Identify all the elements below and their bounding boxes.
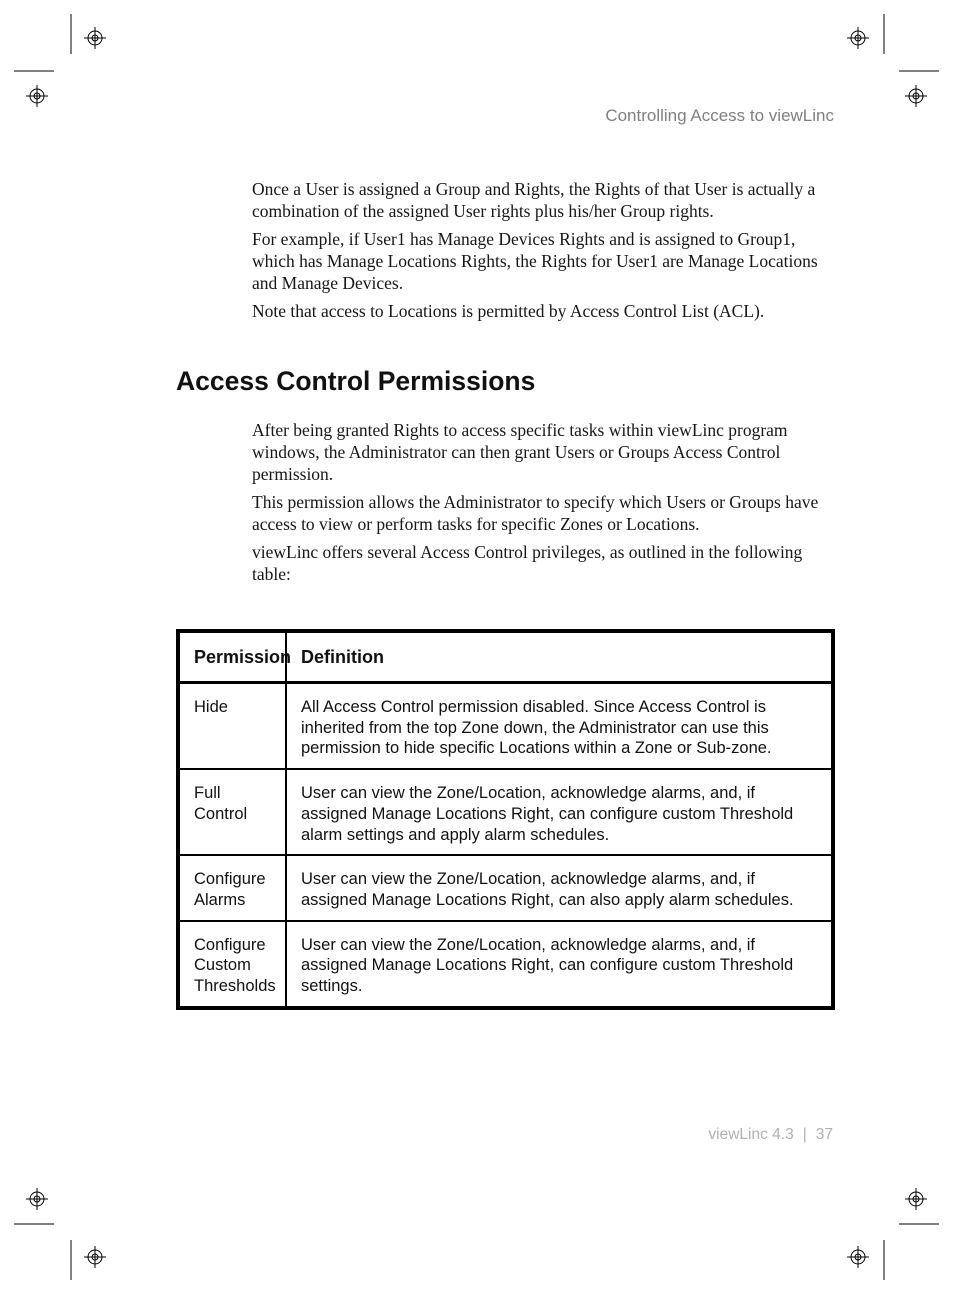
table-row	[178, 683, 833, 770]
column-header-permission: Permission	[178, 631, 286, 683]
page-footer	[708, 1126, 833, 1144]
footer-product: viewLinc 4.3	[708, 1126, 794, 1143]
permission-cell: Hide	[178, 683, 286, 770]
definition-cell: User can view the Zone/Location, acknowledge alarms, and, if assigned Manage Locations Right, can configure custom Threshold alarm settings and apply alarm schedules.	[286, 769, 833, 855]
definition-cell: User can view the Zone/Location, acknowledge alarms, and, if assigned Manage Locations Right, can configure custom Threshold settings.	[286, 921, 833, 1008]
permissions-table	[176, 629, 835, 1010]
column-header-definition: Definition	[286, 631, 833, 683]
definition-cell: All Access Control permission disabled. Since Access Control is inherited from the top Zone down, the Administrator can use this permission to hide specific Locations within a Zone or Sub-zone.	[286, 683, 833, 770]
table-row	[178, 855, 833, 920]
running-header: Controlling Access to viewLinc	[605, 106, 834, 125]
section-text	[252, 419, 830, 591]
table-header-row	[178, 631, 833, 683]
table-row	[178, 921, 833, 1008]
paragraph: After being granted Rights to access specific tasks within viewLinc program windows, the Administrator can then grant Users or Groups Access Control permission.	[252, 420, 788, 484]
section-heading: Access Control Permissions	[176, 366, 536, 396]
page-number: 37	[815, 1126, 833, 1143]
table-row	[178, 769, 833, 855]
paragraph: viewLinc offers several Access Control privileges, as outlined in the following table:	[252, 542, 803, 584]
paragraph: This permission allows the Administrator to specify which Users or Groups have access to view or perform tasks for specific Zones or Locations.	[252, 492, 819, 534]
paragraph: For example, if User1 has Manage Devices Rights and is assigned to Group1, which has Manage Locations Rights, the Rights for User1 are Manage Locations and Manage Devices.	[252, 229, 818, 293]
permission-cell: Configure Alarms	[178, 855, 286, 920]
paragraph: Note that access to Locations is permitted by Access Control List (ACL).	[252, 301, 765, 321]
permission-cell: Full Control	[178, 769, 286, 855]
permission-cell: Configure Custom Thresholds	[178, 921, 286, 1008]
intro-text	[252, 178, 830, 328]
footer-separator: |	[802, 1126, 807, 1143]
definition-cell: User can view the Zone/Location, acknowledge alarms, and, if assigned Manage Locations Right, can also apply alarm schedules.	[286, 855, 833, 920]
paragraph: Once a User is assigned a Group and Rights, the Rights of that User is actually a combination of the assigned User rights plus his/her Group rights.	[252, 179, 816, 221]
